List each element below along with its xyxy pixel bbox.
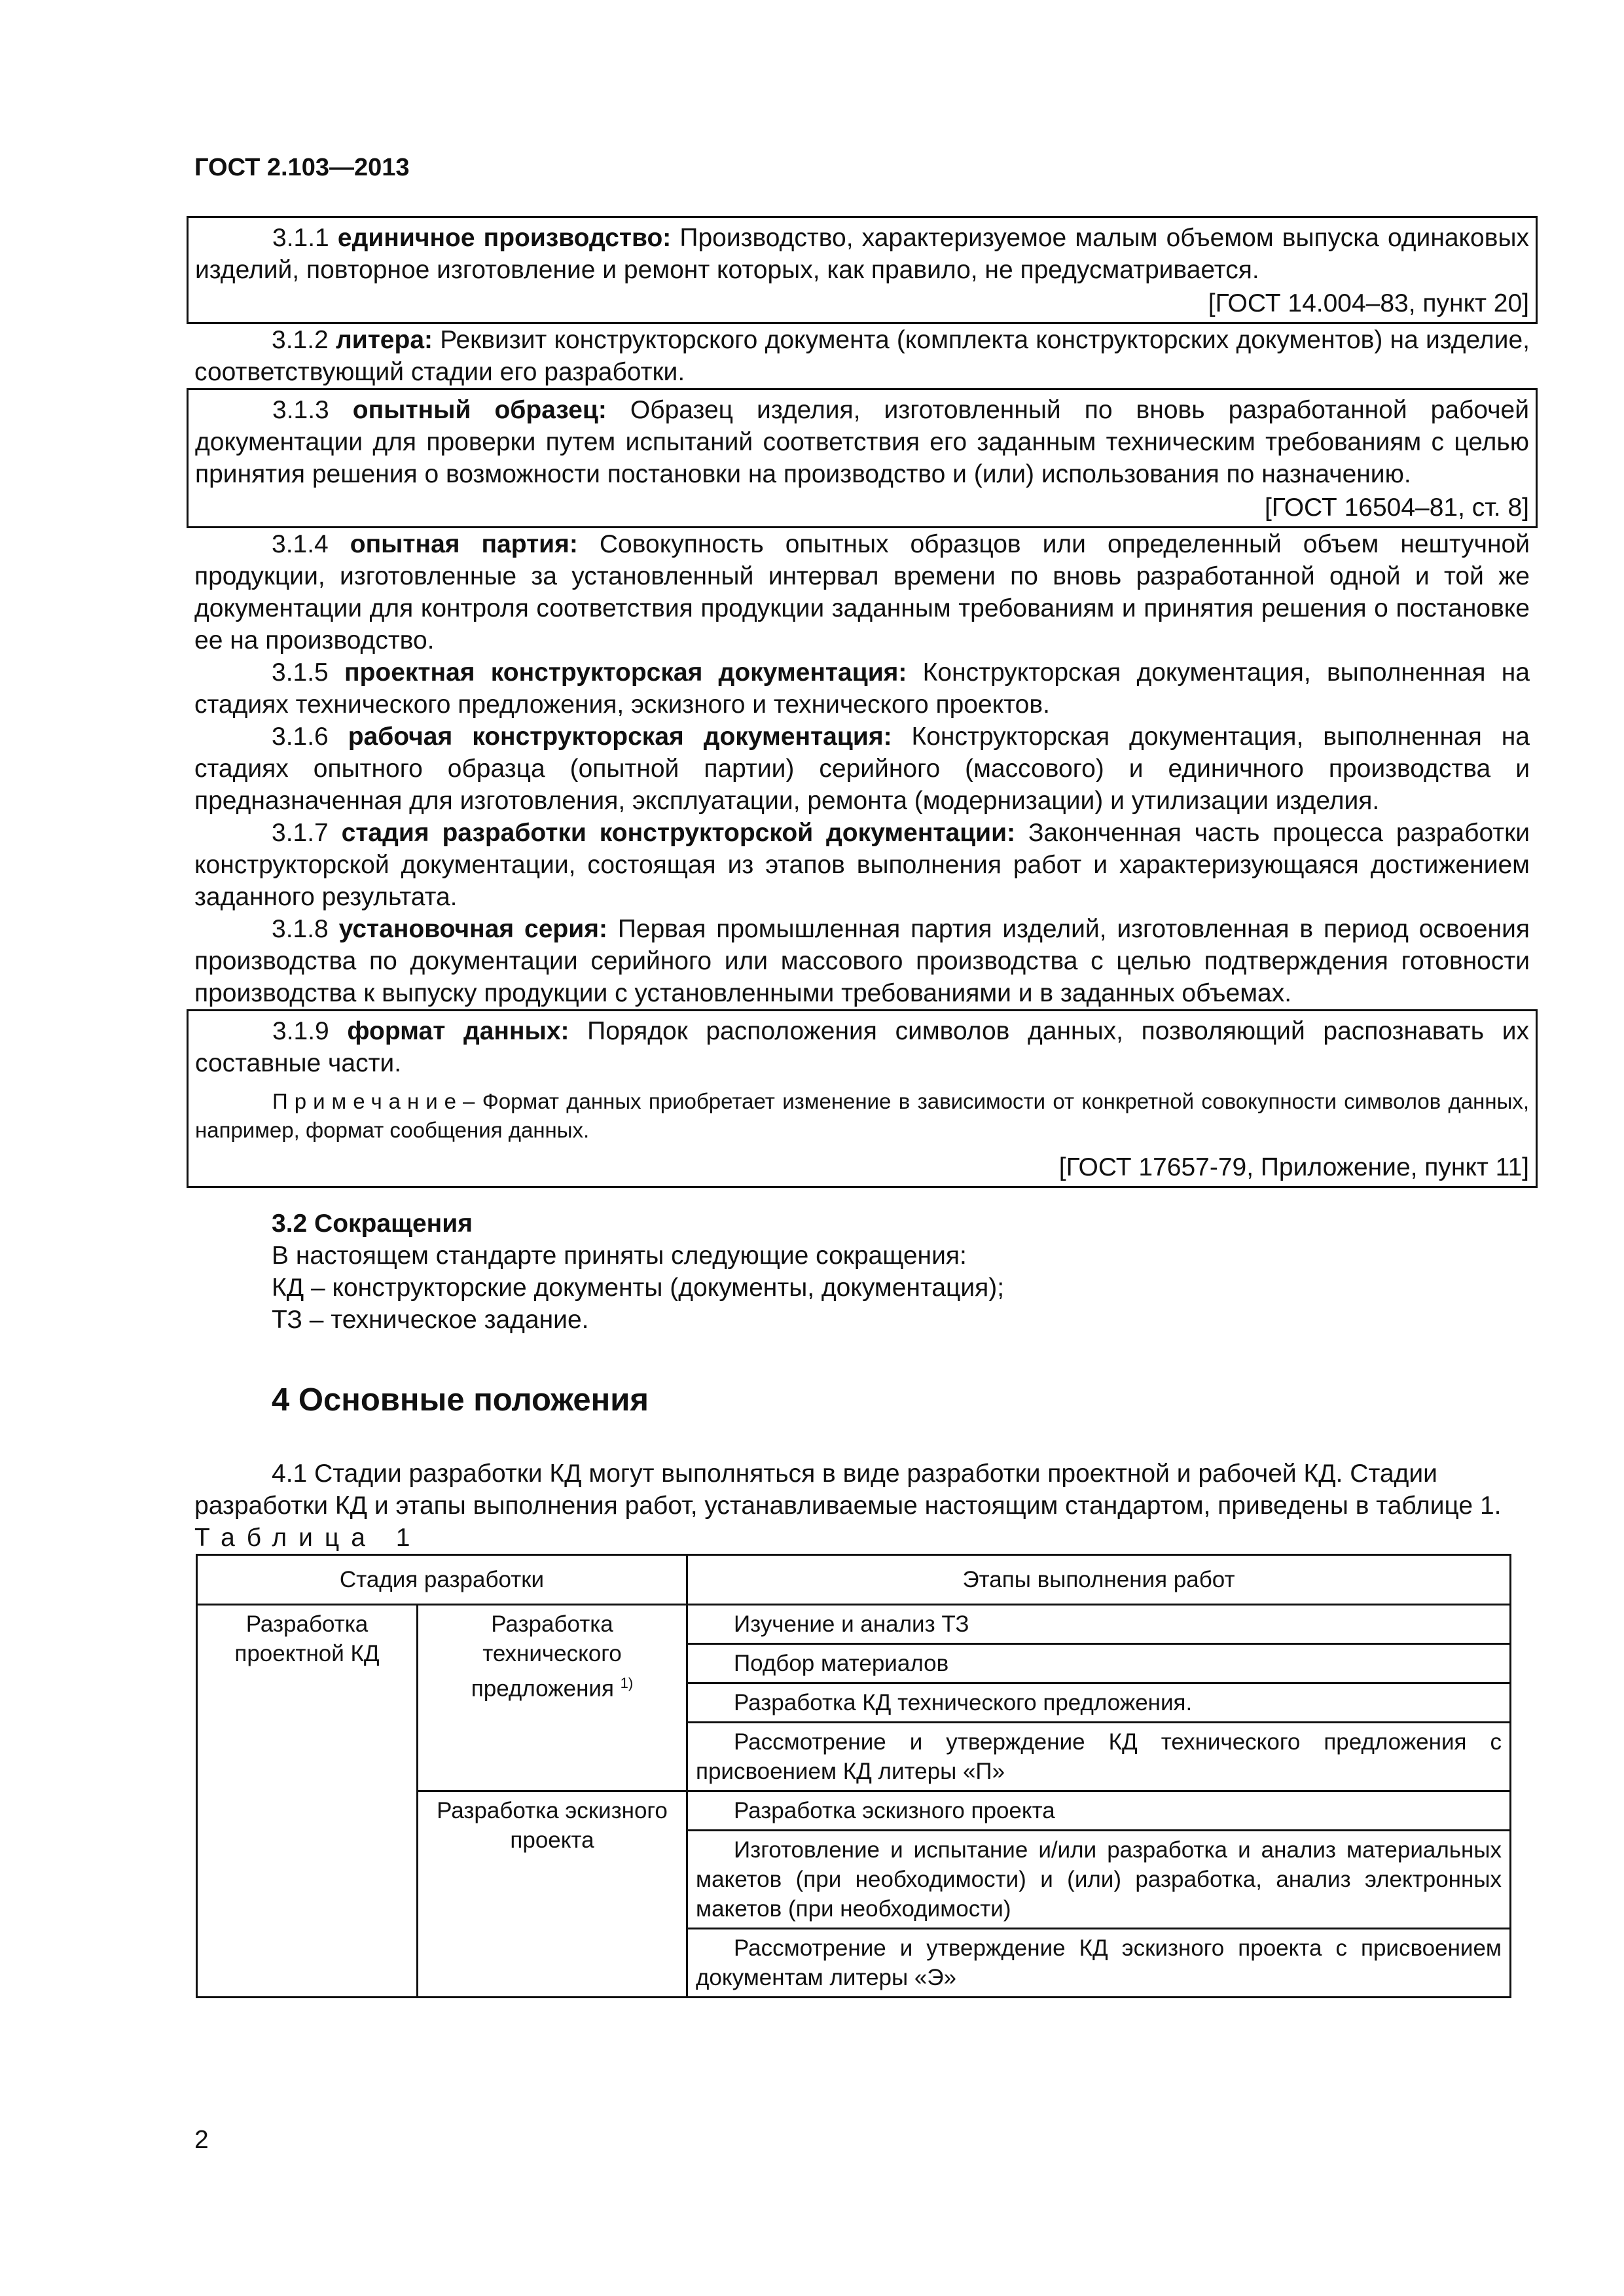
- definition-number: 3.1.5: [272, 658, 329, 687]
- definition-number: 3.1.7: [272, 819, 329, 847]
- section-4-1-paragraph: 4.1 Стадии разработки КД могут выполняться в виде разработки проектной и рабочей КД. Стадии разработки КД и этапы выполнения работ, устанавливаемые настоящим стандартом, приведены в таблице 1.: [194, 1460, 1502, 1520]
- definition-box-3-1-9: [187, 1009, 1538, 1188]
- definition-term: формат данных:: [347, 1017, 569, 1045]
- definition-number: 3.1.1: [272, 224, 329, 252]
- step-cell: Разработка эскизного проекта: [687, 1791, 1511, 1831]
- page-header-title: ГОСТ 2.103—2013: [194, 154, 410, 181]
- definition-3-1-9: [195, 1015, 1529, 1079]
- abbreviation-item: КД – конструкторские документы (документы, документация);: [272, 1274, 1005, 1302]
- definition-box-3-1-1: [187, 216, 1538, 324]
- definition-term: опытная партия:: [350, 530, 578, 558]
- definition-number: 3.1.4: [272, 530, 329, 558]
- table-row: [197, 1605, 1511, 1644]
- definition-text: Порядок расположения символов данных, позволяющий распознавать их составные части.: [195, 1017, 1529, 1077]
- definition-term: опытный образец:: [352, 396, 607, 424]
- section-4-title: 4 Основные положения: [272, 1382, 649, 1418]
- footnote-mark: 1): [620, 1675, 634, 1691]
- definition-text: Производство, характеризуемое малым объемом выпуска одинаковых изделий, повторное изготовление и ремонт которых, как правило, не предусматривается.: [195, 224, 1529, 284]
- definition-3-1-8: [194, 913, 1530, 1009]
- spacer: [194, 1188, 1530, 1208]
- definition-text: Конструкторская документация, выполненная на стадиях опытного образца (опытной партии) серийного (массового) и единичного производства и предназначенная для изготовления, эксплуатации, ремонта (модернизации) и утилизации изделия.: [194, 723, 1530, 815]
- substage-cell: [418, 1605, 687, 1791]
- table-1: [196, 1554, 1511, 1998]
- substage-label: Разработка технического предложения: [471, 1611, 622, 1702]
- definition-note: [195, 1087, 1529, 1145]
- definition-box-3-1-3: [187, 388, 1538, 528]
- stage-cell: Разработка проектной КД: [197, 1605, 418, 1998]
- definition-3-1-4: [194, 528, 1530, 656]
- definition-text: Реквизит конструкторского документа (комплекта конструкторских документов) на изделие, соответствующий стадии его разработки.: [194, 326, 1530, 386]
- abbreviations-intro: В настоящем стандарте приняты следующие сокращения:: [272, 1242, 967, 1270]
- step-cell: Подбор материалов: [687, 1644, 1511, 1683]
- definition-text: Конструкторская документация, выполненная на стадиях технического предложения, эскизного и технического проектов.: [194, 658, 1530, 719]
- definition-3-1-5: [194, 656, 1530, 721]
- note-text: – Формат данных приобретает изменение в зависимости от конкретной совокупности символов данных, например, формат сообщения данных.: [195, 1089, 1529, 1142]
- definition-term: рабочая конструкторская документация:: [348, 723, 892, 751]
- definition-text: Законченная часть процесса разработки конструкторской документации, состоящая из этапов выполнения работ и характеризующаяся достижением заданного результата.: [194, 819, 1530, 911]
- substage-cell: Разработка эскизного проекта: [418, 1791, 687, 1998]
- note-label: Примечание: [272, 1089, 463, 1113]
- definition-number: 3.1.8: [272, 915, 329, 943]
- definition-term: литера:: [335, 326, 433, 354]
- definition-source: [ГОСТ 17657-79, Приложение, пункт 11]: [1058, 1153, 1529, 1181]
- step-cell: Изучение и анализ ТЗ: [687, 1605, 1511, 1644]
- definition-term: стадия разработки конструкторской документации:: [341, 819, 1016, 847]
- definition-text: Образец изделия, изготовленный по вновь разработанной рабочей документации для проверки путем испытаний соответствия его заданным техническим требованиям с целью принятия решения о возможности постановки на производство и (или) использования по назначению.: [195, 396, 1529, 488]
- definition-number: 3.1.9: [272, 1017, 329, 1045]
- table-header-row: [197, 1555, 1511, 1605]
- definition-3-1-2: [194, 324, 1530, 388]
- definition-3-1-7: [194, 817, 1530, 913]
- abbreviation-item: ТЗ – техническое задание.: [272, 1306, 589, 1334]
- definition-3-1-1: [195, 222, 1529, 286]
- step-cell: Разработка КД технического предложения.: [687, 1683, 1511, 1723]
- document-content: [194, 216, 1530, 1998]
- definition-text: Первая промышленная партия изделий, изготовленная в период освоения производства по документации серийного или массового производства с целью подтверждения готовности производства к выпуску продукции с установленными требованиями и в заданных объемах.: [194, 915, 1530, 1007]
- definition-term: проектная конструкторская документация:: [344, 658, 907, 687]
- definition-source: [ГОСТ 14.004–83, пункт 20]: [1208, 289, 1529, 317]
- definition-number: 3.1.2: [272, 326, 329, 354]
- header-stage: Стадия разработки: [197, 1555, 687, 1605]
- definition-3-1-6: [194, 721, 1530, 817]
- step-cell: Рассмотрение и утверждение КД эскизного проекта с присвоением документам литеры «Э»: [687, 1929, 1511, 1998]
- step-cell: Изготовление и испытание и/или разработка и анализ материальных макетов (при необходимости) и (или) разработка, анализ электронных макетов (при необходимости): [687, 1831, 1511, 1929]
- definition-source: [ГОСТ 16504–81, ст. 8]: [1264, 493, 1529, 522]
- definition-number: 3.1.3: [272, 396, 329, 424]
- header-steps: Этапы выполнения работ: [687, 1555, 1511, 1605]
- definition-term: установочная серия:: [338, 915, 607, 943]
- definition-text: Совокупность опытных образцов или определенный объем нештучной продукции, изготовленные за установленный интервал времени по вновь разработанной одной и той же документации для контроля соответствия продукции заданным требованиям и принятия решения о постановке ее на производство.: [194, 530, 1530, 655]
- definition-term: единичное производство:: [337, 224, 672, 252]
- page-number: 2: [194, 2126, 209, 2154]
- definition-3-1-3: [195, 394, 1529, 490]
- abbreviations-title: 3.2 Сокращения: [272, 1210, 473, 1238]
- definition-number: 3.1.6: [272, 723, 329, 751]
- step-cell: Рассмотрение и утверждение КД технического предложения с присвоением КД литеры «П»: [687, 1723, 1511, 1791]
- table-1-caption: Таблица 1: [194, 1524, 422, 1552]
